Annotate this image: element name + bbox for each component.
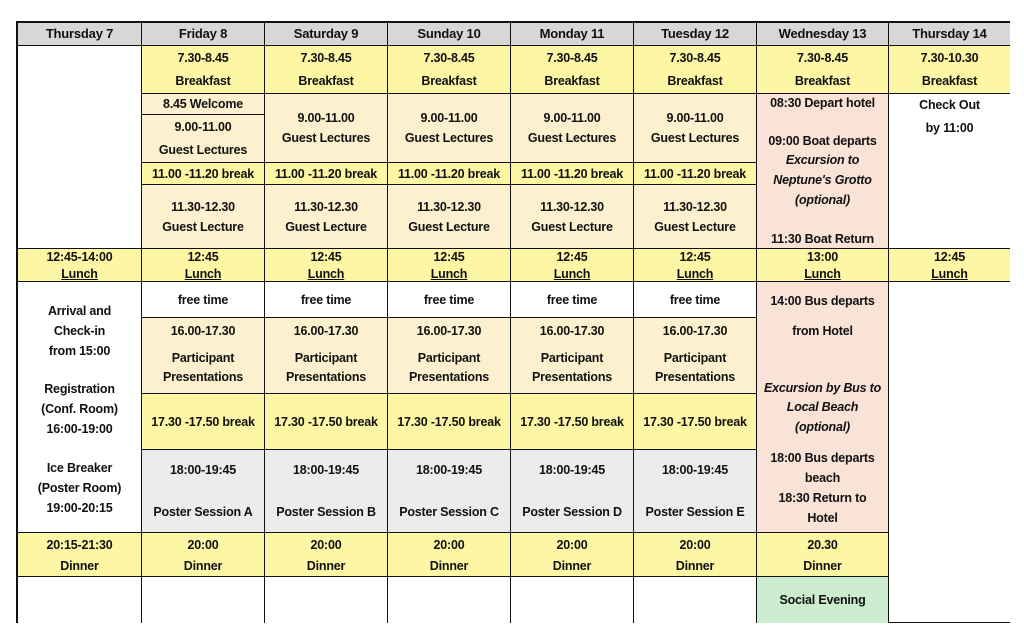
lectures-time: 9.00-11.00 — [420, 111, 478, 125]
break-cell — [265, 163, 388, 185]
lecture-label: Guest Lecture — [531, 220, 613, 234]
social-evening-label: Social Evening — [779, 593, 866, 607]
lunch-label: Lunch — [553, 267, 591, 281]
day-header: Tuesday 12 — [634, 23, 757, 46]
day-header: Saturday 9 — [265, 23, 388, 46]
dinner-label: Dinner — [429, 559, 469, 573]
poster-time: 18:00-19:45 — [293, 463, 359, 477]
excursion-title: Excursion by Bus to — [763, 381, 882, 395]
arrival-line: 16:00-19:00 — [46, 422, 113, 436]
break-cell — [388, 394, 511, 450]
arrival-cell — [18, 282, 142, 533]
participant-time: 16.00-17.30 — [293, 324, 359, 338]
poster-session-cell — [265, 450, 388, 533]
break-label: 17.30 -17.50 break — [151, 414, 255, 429]
lecture-time: 11.30-12.30 — [417, 200, 481, 214]
schedule-table — [16, 21, 1010, 623]
guest-lecture-cell — [388, 185, 511, 249]
participant-label: Participant — [294, 351, 358, 365]
breakfast-label: Breakfast — [667, 74, 723, 88]
lecture-time: 11.30-12.30 — [294, 200, 358, 214]
lectures-time: 9.00-11.00 — [174, 120, 232, 134]
lectures-label: Guest Lectures — [281, 131, 371, 145]
poster-label: Poster Session D — [522, 505, 622, 519]
guest-lectures-cell — [388, 94, 511, 163]
participant-label: Participant — [540, 351, 604, 365]
participant-label: Presentations — [285, 370, 367, 384]
break-cell — [142, 394, 265, 450]
poster-time: 18:00-19:45 — [416, 463, 482, 477]
arrival-line: Check-in — [53, 324, 106, 338]
dinner-cell — [265, 533, 388, 577]
day-header: Thursday 7 — [18, 23, 142, 46]
lunch-cell — [889, 249, 1010, 282]
break-cell — [142, 163, 265, 185]
free-time-cell — [634, 282, 757, 318]
lectures-label: Guest Lectures — [527, 131, 617, 145]
breakfast-label: Breakfast — [421, 74, 477, 88]
day-header: Friday 8 — [142, 23, 265, 46]
breakfast-cell — [142, 46, 265, 94]
empty-cell — [511, 577, 634, 623]
arrival-line: (Conf. Room) — [41, 402, 118, 416]
poster-label: Poster Session C — [399, 505, 499, 519]
lectures-time: 9.00-11.00 — [666, 111, 724, 125]
lecture-time: 11.30-12.30 — [540, 200, 604, 214]
return-line: beach — [804, 471, 841, 485]
lectures-label: Guest Lectures — [650, 131, 740, 145]
breakfast-label: Breakfast — [298, 74, 354, 88]
lunch-label: Lunch — [61, 267, 98, 281]
lecture-label: Guest Lecture — [285, 220, 367, 234]
break-cell — [511, 163, 634, 185]
depart-hotel: 08:30 Depart hotel — [770, 96, 875, 110]
participant-label: Participant — [171, 351, 235, 365]
dinner-label: Dinner — [803, 559, 842, 573]
poster-time: 18:00-19:45 — [170, 463, 236, 477]
dinner-time: 20:00 — [187, 538, 219, 552]
break-cell — [388, 163, 511, 185]
lecture-label: Guest Lecture — [408, 220, 490, 234]
breakfast-time: 7.30-8.45 — [177, 51, 229, 65]
free-time-cell — [388, 282, 511, 318]
break-cell — [634, 394, 757, 450]
breakfast-time: 7.30-8.45 — [546, 51, 598, 65]
return-line: 18:30 Return to — [778, 491, 867, 505]
breakfast-label: Breakfast — [921, 74, 978, 88]
dinner-label: Dinner — [60, 559, 99, 573]
excursion-optional: (optional) — [795, 193, 850, 207]
excursion-optional: (optional) — [795, 420, 850, 434]
lunch-time: 12:45 — [556, 250, 588, 264]
lunch-cell — [634, 249, 757, 282]
break-label: 17.30 -17.50 break — [520, 414, 624, 429]
break-label: 11.00 -11.20 break — [643, 166, 747, 181]
guest-lecture-cell — [634, 185, 757, 249]
dinner-cell — [18, 533, 142, 577]
lectures-time: 9.00-11.00 — [543, 111, 601, 125]
break-label: 17.30 -17.50 break — [274, 414, 378, 429]
participant-label: Participant — [663, 351, 727, 365]
breakfast-cell — [265, 46, 388, 94]
dinner-label: Dinner — [675, 559, 715, 573]
dinner-time: 20:15-21:30 — [46, 538, 113, 552]
lunch-label: Lunch — [676, 267, 714, 281]
participant-label: Participant — [417, 351, 481, 365]
breakfast-cell — [511, 46, 634, 94]
dinner-cell — [634, 533, 757, 577]
excursion-cell — [757, 94, 889, 249]
lecture-time: 11.30-12.30 — [171, 200, 235, 214]
checkout-cell — [889, 94, 1010, 249]
welcome-label: 8.45 Welcome — [162, 97, 244, 111]
breakfast-time: 7.30-8.45 — [669, 51, 721, 65]
break-label: 11.00 -11.20 break — [397, 166, 501, 181]
lecture-label: Guest Lecture — [162, 220, 244, 234]
break-label: 11.00 -11.20 break — [151, 166, 255, 181]
dinner-cell — [757, 533, 889, 577]
arrival-line: from 15:00 — [48, 344, 111, 358]
lunch-cell — [757, 249, 889, 282]
excursion-title: Excursion to — [785, 153, 860, 167]
break-cell — [634, 163, 757, 185]
guest-lectures-cell — [265, 94, 388, 163]
break-cell — [265, 394, 388, 450]
breakfast-label: Breakfast — [544, 74, 600, 88]
lectures-label: Guest Lectures — [404, 131, 494, 145]
dinner-time: 20:00 — [310, 538, 342, 552]
dinner-cell — [511, 533, 634, 577]
lunch-time: 12:45 — [934, 250, 965, 264]
day-header: Monday 11 — [511, 23, 634, 46]
guest-lectures-cell — [142, 115, 265, 163]
participant-cell — [142, 318, 265, 394]
break-cell — [511, 394, 634, 450]
lunch-time: 12:45-14:00 — [46, 250, 113, 264]
lunch-cell — [142, 249, 265, 282]
lunch-time: 12:45 — [679, 250, 711, 264]
participant-time: 16.00-17.30 — [416, 324, 482, 338]
dinner-label: Dinner — [306, 559, 346, 573]
empty-cell — [18, 46, 142, 249]
free-time-label: free time — [546, 292, 598, 307]
participant-time: 16.00-17.30 — [170, 324, 236, 338]
lunch-label: Lunch — [307, 267, 345, 281]
participant-label: Presentations — [654, 370, 736, 384]
empty-cell — [634, 577, 757, 623]
empty-cell — [889, 282, 1010, 623]
free-time-label: free time — [669, 292, 721, 307]
participant-label: Presentations — [162, 370, 244, 384]
guest-lecture-cell — [265, 185, 388, 249]
lunch-cell — [388, 249, 511, 282]
participant-time: 16.00-17.30 — [539, 324, 605, 338]
dinner-label: Dinner — [183, 559, 223, 573]
participant-label: Presentations — [531, 370, 613, 384]
breakfast-label: Breakfast — [794, 74, 851, 88]
poster-session-cell — [511, 450, 634, 533]
dinner-time: 20.30 — [807, 538, 838, 552]
lunch-cell — [511, 249, 634, 282]
bus-departs: 14:00 Bus departs — [770, 294, 875, 308]
empty-cell — [18, 577, 142, 623]
return-line: Hotel — [807, 511, 838, 525]
lecture-time: 11.30-12.30 — [663, 200, 727, 214]
breakfast-cell — [757, 46, 889, 94]
free-time-cell — [142, 282, 265, 318]
guest-lecture-cell — [142, 185, 265, 249]
lunch-label: Lunch — [184, 267, 222, 281]
lunch-time: 12:45 — [310, 250, 342, 264]
lunch-time: 12:45 — [433, 250, 465, 264]
dinner-time: 20:00 — [556, 538, 588, 552]
lunch-label: Lunch — [430, 267, 468, 281]
beach-excursion-cell — [757, 282, 889, 533]
breakfast-time: 7.30-8.45 — [300, 51, 352, 65]
participant-cell — [388, 318, 511, 394]
excursion-title: Local Beach — [786, 400, 859, 414]
free-time-label: free time — [177, 292, 229, 307]
lunch-label: Lunch — [804, 267, 841, 281]
breakfast-time: 7.30-8.45 — [423, 51, 475, 65]
break-label: 17.30 -17.50 break — [643, 414, 747, 429]
lunch-cell — [18, 249, 142, 282]
dinner-cell — [388, 533, 511, 577]
lectures-label: Guest Lectures — [158, 143, 248, 157]
breakfast-cell — [388, 46, 511, 94]
lectures-time: 9.00-11.00 — [297, 111, 355, 125]
breakfast-time: 7.30-10.30 — [920, 51, 979, 65]
empty-cell — [142, 577, 265, 623]
checkout-label: Check Out — [919, 98, 980, 112]
free-time-cell — [265, 282, 388, 318]
day-header: Sunday 10 — [388, 23, 511, 46]
dinner-label: Dinner — [552, 559, 592, 573]
participant-cell — [634, 318, 757, 394]
empty-cell — [265, 577, 388, 623]
break-label: 11.00 -11.20 break — [274, 166, 378, 181]
dinner-time: 20:00 — [679, 538, 711, 552]
day-header: Thursday 14 — [889, 23, 1010, 46]
welcome-cell — [142, 94, 265, 115]
excursion-title: Neptune's Grotto — [773, 173, 872, 187]
checkout-time: by 11:00 — [925, 121, 974, 135]
poster-session-cell — [388, 450, 511, 533]
boat-return: 11:30 Boat Return — [771, 232, 874, 246]
poster-time: 18:00-19:45 — [662, 463, 728, 477]
poster-label: Poster Session B — [276, 505, 376, 519]
free-time-cell — [511, 282, 634, 318]
guest-lectures-cell — [511, 94, 634, 163]
break-label: 17.30 -17.50 break — [397, 414, 501, 429]
breakfast-label: Breakfast — [175, 74, 231, 88]
dinner-cell — [142, 533, 265, 577]
lunch-time: 13:00 — [807, 250, 838, 264]
participant-cell — [511, 318, 634, 394]
boat-departs: 09:00 Boat departs — [768, 134, 877, 148]
empty-cell — [388, 577, 511, 623]
poster-session-cell — [142, 450, 265, 533]
lunch-label: Lunch — [931, 267, 968, 281]
arrival-line: Registration — [44, 382, 115, 396]
lunch-cell — [265, 249, 388, 282]
free-time-label: free time — [423, 292, 475, 307]
poster-label: Poster Session A — [153, 505, 253, 519]
lecture-label: Guest Lecture — [654, 220, 736, 234]
breakfast-time: 7.30-8.45 — [796, 51, 849, 65]
participant-label: Presentations — [408, 370, 490, 384]
participant-time: 16.00-17.30 — [662, 324, 728, 338]
day-header: Wednesday 13 — [757, 23, 889, 46]
arrival-line: 19:00-20:15 — [46, 501, 113, 515]
break-label: 11.00 -11.20 break — [520, 166, 624, 181]
guest-lectures-cell — [634, 94, 757, 163]
bus-departs: from Hotel — [792, 324, 853, 338]
lunch-time: 12:45 — [187, 250, 219, 264]
social-evening-cell — [757, 577, 889, 623]
free-time-label: free time — [300, 292, 352, 307]
participant-cell — [265, 318, 388, 394]
arrival-line: (Poster Room) — [37, 481, 122, 495]
arrival-line: Ice Breaker — [46, 461, 113, 475]
return-line: 18:00 Bus departs — [770, 451, 875, 465]
poster-time: 18:00-19:45 — [539, 463, 605, 477]
arrival-line: Arrival and — [47, 304, 112, 318]
poster-session-cell — [634, 450, 757, 533]
breakfast-cell — [889, 46, 1010, 94]
poster-label: Poster Session E — [645, 505, 745, 519]
breakfast-cell — [634, 46, 757, 94]
guest-lecture-cell — [511, 185, 634, 249]
dinner-time: 20:00 — [433, 538, 465, 552]
